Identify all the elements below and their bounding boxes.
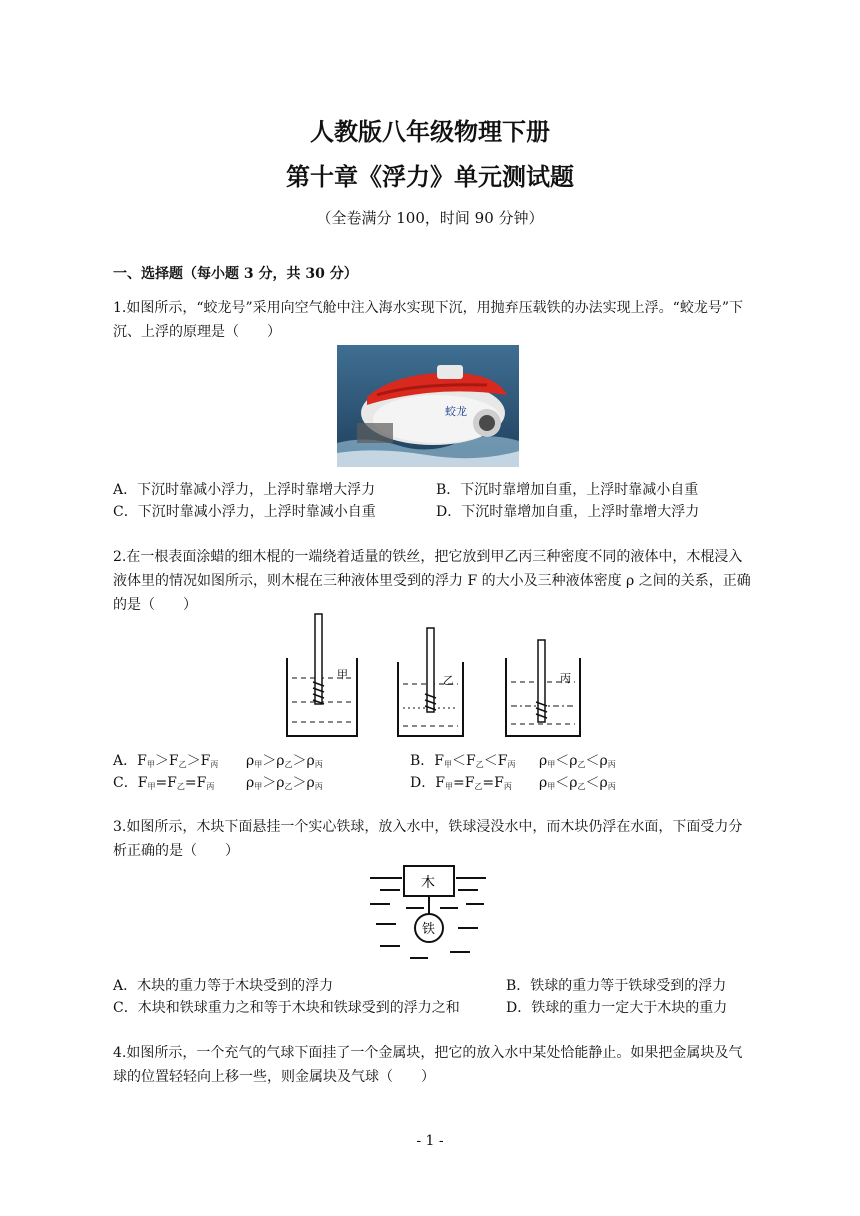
q3-option-a: A．木块的重力等于木块受到的浮力: [113, 978, 334, 994]
q1-option-b: B．下沉时靠增加自重，上浮时靠减小自重: [436, 482, 699, 498]
page-number: - 1 -: [416, 1133, 444, 1149]
q3-option-b: B．铁球的重力等于铁球受到的浮力: [506, 978, 727, 994]
three-liquids-figure: [280, 610, 590, 740]
submarine-hull-text: 蛟龙: [445, 405, 467, 418]
q1-option-d: D．下沉时靠增加自重，上浮时靠增大浮力: [436, 504, 700, 520]
q3-option-c: C．木块和铁球重力之和等于木块和铁球受到的浮力之和: [113, 1000, 460, 1016]
label-jia: 甲: [337, 668, 348, 681]
q2-option-b-density: $\rho_甲<\rho_乙<\rho_丙$: [539, 753, 616, 769]
doc-subtitle-title: 第十章《浮力》单元测试题: [286, 163, 574, 191]
section-heading: 一、选择题（每小题 3 分，共 30 分）: [113, 266, 358, 282]
question-2-text: 2.在一根表面涂蜡的细木棍的一端绕着适量的铁丝，把它放到甲乙丙三种密度不同的液体中，木棍浸入液体里的情况如图所示，则木棍在三种液体里受到的浮力 F 的大小及三种液体密度 ρ 之间的关系，正确的是（ ）: [113, 549, 751, 613]
wood-iron-figure: [366, 862, 490, 966]
q2-option-c: C．$F_甲=F_乙=F_丙$: [113, 775, 215, 791]
question-4-text: 4.如图所示，一个充气的气球下面挂了一个金属块，把它的放入水中某处恰能静止。如果把金属块及气球的位置轻轻向上移一些，则金属块及气球（ ）: [113, 1045, 743, 1085]
q2-option-a: A．$F_甲>F_乙>F_丙$: [113, 753, 219, 769]
iron-label: 铁: [422, 922, 436, 937]
q2-option-d-density: $\rho_甲<\rho_乙<\rho_丙$: [539, 775, 616, 791]
q2-option-d: D．$F_甲=F_乙=F_丙$: [410, 775, 512, 791]
label-yi: 乙: [443, 674, 454, 687]
score-time-note: （全卷满分 100，时间 90 分钟）: [316, 209, 544, 227]
label-bing: 丙: [560, 672, 571, 685]
q2-option-c-density: $\rho_甲>\rho_乙>\rho_丙$: [246, 775, 323, 791]
q1-option-c: C．下沉时靠减小浮力，上浮时靠减小自重: [113, 504, 376, 520]
question-1-text: 1.如图所示，“蛟龙号”采用向空气舱中注入海水实现下沉，用抛弃压载铁的办法实现上浮。“蛟龙号”下沉、上浮的原理是（ ）: [113, 300, 743, 340]
q1-option-a: A．下沉时靠减小浮力，上浮时靠增大浮力: [113, 482, 376, 498]
q2-option-a-density: $\rho_甲>\rho_乙>\rho_丙$: [246, 753, 323, 769]
doc-title: 人教版八年级物理下册: [310, 118, 550, 146]
submarine-image: [337, 345, 519, 467]
question-3-text: 3.如图所示，木块下面悬挂一个实心铁球，放入水中，铁球浸没水中，而木块仍浮在水面，下面受力分析正确的是（ ）: [113, 819, 743, 859]
wood-label: 木: [421, 875, 435, 891]
q3-option-d: D．铁球的重力一定大于木块的重力: [506, 1000, 728, 1016]
q2-option-b: B．$F_甲<F_乙<F_丙$: [410, 753, 516, 769]
